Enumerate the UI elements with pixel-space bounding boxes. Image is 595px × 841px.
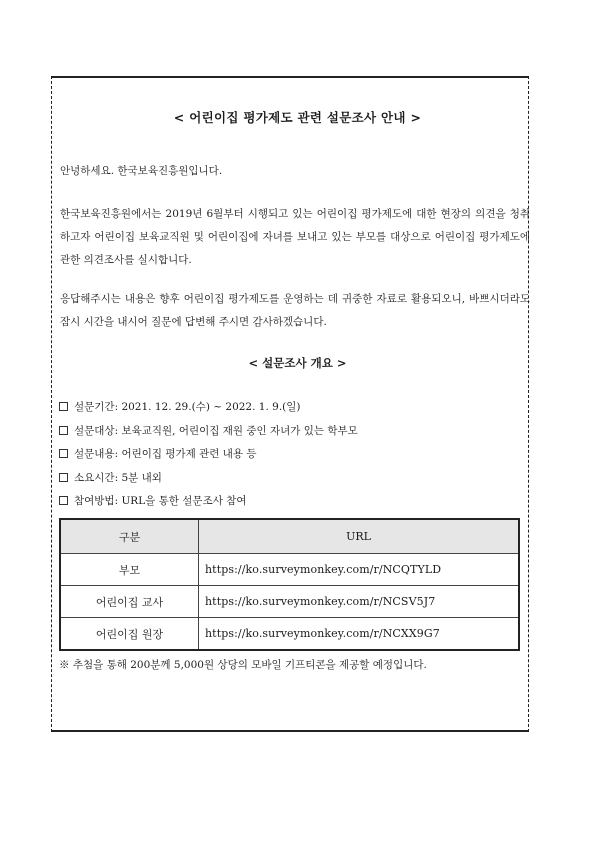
list-item-text: 설문기간: 2021. 12. 29.(수) ~ 2022. 1. 9.(일) [74,401,301,413]
row-category: 부모 [60,554,199,586]
row-category: 어린이집 교사 [60,586,199,618]
table-row [60,618,519,651]
page-title: < 어린이집 평가제도 관련 설문조사 안내 > [173,110,422,125]
intro-paragraph: 한국보육진흥원에서는 2019년 6월부터 시행되고 있는 어린이집 평가제도에 대한 현장의 의견을 청취하고자 어린이집 보육교직원 및 어린이집에 자녀를 보내고 있는 부모를 대상으로 어린이집 평가제도에 관한 의견조사를 실시합니다. [60,208,530,266]
list-item-text: 설문대상: 보육교직원, 어린이집 재원 중인 자녀가 있는 학부모 [74,424,358,437]
list-item-content [59,443,358,467]
gift-note: ※ 추첨을 통해 200분께 5,000원 상당의 모바일 기프티콘을 제공할 예정입니다. [59,659,427,671]
request-paragraph: 응답해주시는 내용은 향후 어린이집 평가제도를 운영하는 데 귀중한 자료로 활용되오니, 바쁘시더라도 잠시 시간을 내시어 질문에 답변해 주시면 감사하겠습니다. [60,293,530,328]
checkbox-icon [59,402,68,411]
overview-title: < 설문조사 개요 > [248,356,347,370]
survey-url-table [59,518,520,651]
list-item-text: 소요시간: 5분 내외 [74,471,162,484]
list-item-text: 설문내용: 어린이집 평가제 관련 내용 등 [74,448,257,460]
survey-link-director[interactable]: https://ko.surveymonkey.com/r/NCXX9G7 [199,618,520,651]
greeting-text: 안녕하세요. 한국보육진흥원입니다. [60,165,223,177]
survey-link-teacher[interactable]: https://ko.surveymonkey.com/r/NCSV5J7 [199,586,520,618]
checkbox-icon [59,496,68,505]
table-row [60,586,519,618]
list-item-method [59,490,358,514]
list-item-period [59,396,358,420]
checkbox-icon [59,449,68,458]
overview-list [59,396,358,514]
list-item-text: 참여방법: URL을 통한 설문조사 참여 [74,495,247,507]
column-header-url: URL [199,519,520,554]
row-category: 어린이집 원장 [60,618,199,651]
column-header-category: 구분 [60,519,199,554]
survey-link-parent[interactable]: https://ko.surveymonkey.com/r/NCQTYLD [199,554,520,586]
table-header-row [60,519,519,554]
checkbox-icon [59,426,68,435]
list-item-target [59,420,358,444]
table-row [60,554,519,586]
list-item-duration [59,467,358,491]
checkbox-icon [59,473,68,482]
